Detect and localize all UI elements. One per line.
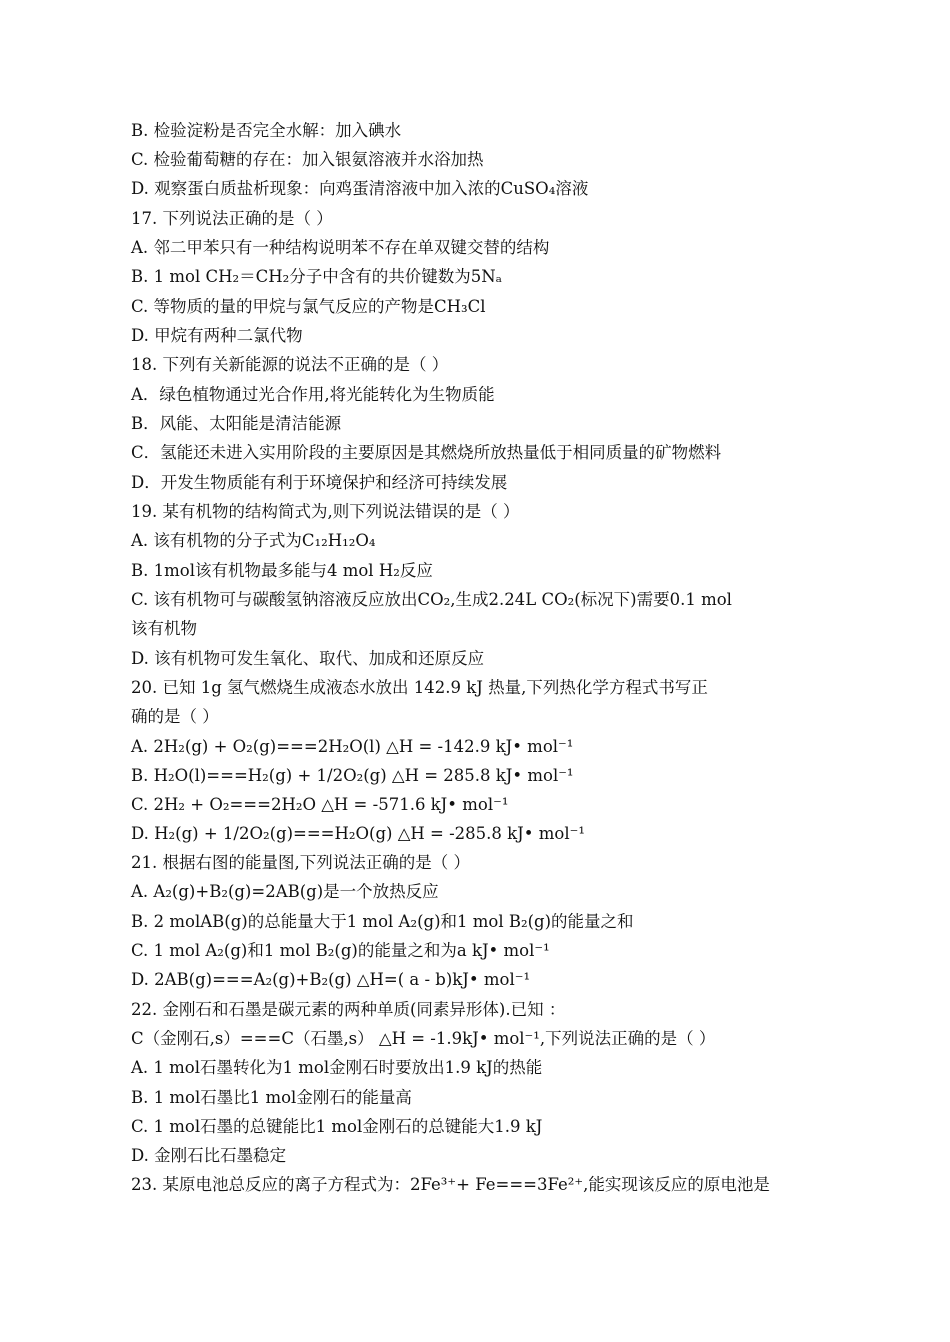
text-line: B. 检验淀粉是否完全水解：加入碘水 xyxy=(131,121,402,140)
text-line: C（金刚石,s）===C（石墨,s） △H = -1.9kJ• mol⁻¹,下列说法正确的是（ ） xyxy=(131,1029,716,1048)
text-line: B. H₂O(l)===H₂(g) + 1/2O₂(g) △H = 285.8 kJ• mol⁻¹ xyxy=(131,766,574,785)
text-line: B. 2 molAB(g)的总能量大于1 mol A₂(g)和1 mol B₂(g)的能量之和 xyxy=(131,912,634,931)
text-line: C. 1 mol A₂(g)和1 mol B₂(g)的能量之和为a kJ• mol⁻¹ xyxy=(131,941,550,960)
text-line: C. 该有机物可与碳酸氢钠溶液反应放出CO₂,生成2.24L CO₂(标况下)需要0.1 mol xyxy=(131,590,732,609)
text-line: D．开发生物质能有利于环境保护和经济可持续发展 xyxy=(131,473,508,492)
text-line: D. 金刚石比石墨稳定 xyxy=(131,1146,287,1165)
text-line: D. 2AB(g)===A₂(g)+B₂(g) △H=( a - b)kJ• mol⁻¹ xyxy=(131,970,531,989)
text-line: 该有机物 xyxy=(131,619,197,638)
text-line: C. 1 mol石墨的总键能比1 mol金刚石的总键能大1.9 kJ xyxy=(131,1117,543,1136)
text-line: C. 2H₂ + O₂===2H₂O △H = -571.6 kJ• mol⁻¹ xyxy=(131,795,509,814)
question-22: 22. 金刚石和石墨是碳元素的两种单质(同素异形体).已知 ： xyxy=(131,1000,566,1019)
text-line: A. A₂(g)+B₂(g)=2AB(g)是一个放热反应 xyxy=(131,882,439,901)
text-line: D. H₂(g) + 1/2O₂(g)===H₂O(g) △H = -285.8 kJ• mol⁻¹ xyxy=(131,824,585,843)
text-line: D. 该有机物可发生氧化、取代、加成和还原反应 xyxy=(131,649,485,668)
text-line: B. 1 mol石墨比1 mol金刚石的能量高 xyxy=(131,1088,412,1107)
text-line: 确的是（ ） xyxy=(131,707,219,726)
text-line: C. 等物质的量的甲烷与氯气反应的产物是CH₃Cl xyxy=(131,297,486,316)
text-line: A．绿色植物通过光合作用,将光能转化为生物质能 xyxy=(131,385,495,404)
text-line: D. 甲烷有两种二氯代物 xyxy=(131,326,303,345)
question-21: 21. 根据右图的能量图,下列说法正确的是（ ） xyxy=(131,853,470,872)
text-line: B. 1 mol CH₂＝CH₂分子中含有的共价键数为5Nₐ xyxy=(131,267,503,286)
text-line: A. 2H₂(g) + O₂(g)===2H₂O(l) △H = -142.9 kJ• mol⁻¹ xyxy=(131,737,574,756)
question-18: 18. 下列有关新能源的说法不正确的是（ ） xyxy=(131,355,449,374)
question-19: 19. 某有机物的结构简式为,则下列说法错误的是（ ） xyxy=(131,502,520,521)
question-20: 20. 已知 1g 氢气燃烧生成液态水放出 142.9 kJ 热量,下列热化学方程式书写正 xyxy=(131,678,708,697)
text-line: A. 1 mol石墨转化为1 mol金刚石时要放出1.9 kJ的热能 xyxy=(131,1058,543,1077)
text-line: C. 检验葡萄糖的存在：加入银氨溶液并水浴加热 xyxy=(131,150,484,169)
text-line: D. 观察蛋白质盐析现象：向鸡蛋清溶液中加入浓的CuSO₄溶液 xyxy=(131,179,589,198)
text-line: C．氢能还未进入实用阶段的主要原因是其燃烧所放热量低于相同质量的矿物燃料 xyxy=(131,443,722,462)
question-17: 17. 下列说法正确的是（ ） xyxy=(131,209,333,228)
question-23: 23. 某原电池总反应的离子方程式为：2Fe³⁺+ Fe===3Fe²⁺,能实现该反应的原电池是 xyxy=(131,1175,770,1194)
text-line: A. 邻二甲苯只有一种结构说明苯不存在单双键交替的结构 xyxy=(131,238,550,257)
text-line: B．风能、太阳能是清洁能源 xyxy=(131,414,342,433)
text-line: A. 该有机物的分子式为C₁₂H₁₂O₄ xyxy=(131,531,376,550)
text-line: B. 1mol该有机物最多能与4 mol H₂反应 xyxy=(131,561,433,580)
